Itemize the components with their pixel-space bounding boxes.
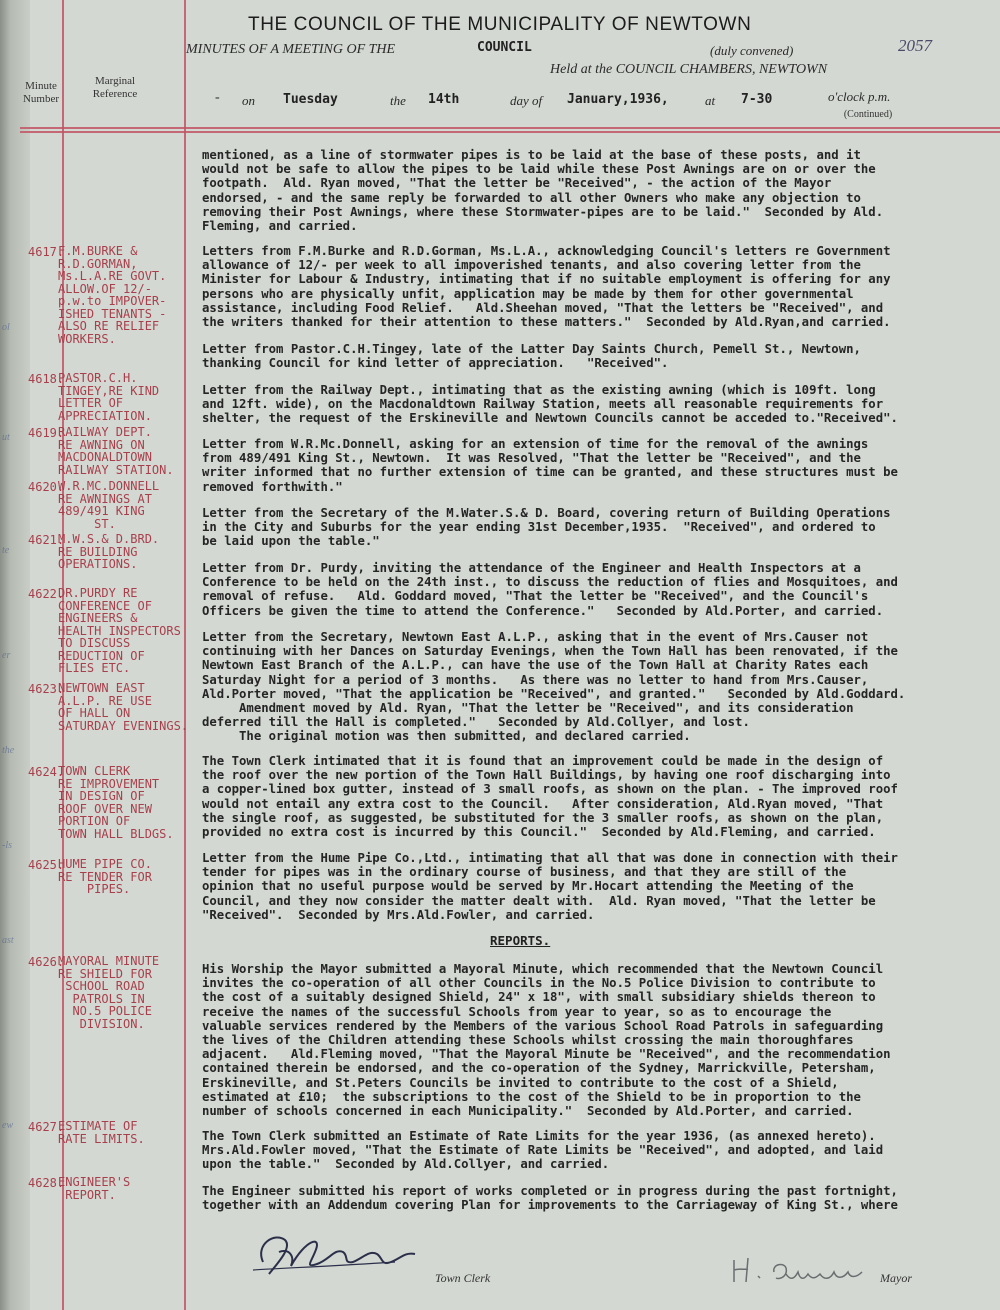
marginal-note: PASTOR.C.H. TINGEY,RE KIND LETTER OF APPRECIATION. (58, 371, 160, 423)
column-header-marginal-reference: Marginal Reference (92, 75, 138, 100)
marginal-note: TOWN CLERK RE IMPROVEMENT IN DESIGN OF ROOF OVER NEW PORTION OF TOWN HALL BLDGS. (58, 764, 174, 841)
mayor-signature (728, 1250, 878, 1290)
marginal-note: ESTIMATE OF RATE LIMITS. (58, 1119, 145, 1146)
minute-number: 4626. (28, 955, 65, 969)
bleed-through-mark: the (2, 745, 15, 756)
marginal-note: W.R.MC.DONNELL RE AWNINGS AT 489/491 KING ST. (58, 479, 160, 531)
bleed-through-mark: er (2, 650, 11, 661)
minute-text: Letter from the Secretary, Newtown East A.L.P., asking that in the event of Mrs.Causer not continuing with her Dances on Saturday Evenings, when the Town Hall has been renovated, if the Newtown East Branch of the A.L.P., can have the use of the Town Hall at Charity Rates each Saturday Night for a period of 3 months. As there was no letter to hand from Mrs.Causer, Ald.Porter moved, "That the application be "Received", and granted." Seconded by Ald.Goddard. Amendment moved by Ald. Ryan, "That the letter be "Received", and its consideration deferred till the Hall is completed." Seconded by Ald.Collyer, and lost. The original motion was then submitted, and declared carried. (202, 630, 906, 744)
convened-note: (duly convened) (710, 43, 794, 58)
bleed-through-mark: ut (2, 432, 10, 443)
marginal-note: ENGINEER'S REPORT. (58, 1175, 131, 1202)
marginal-note: F.M.BURKE & R.D.GORMAN, Ms.L.A.RE GOVT. ALLOW.OF 12/- p.w.to IMPOVER- ISHED TENANTS - ALSO RE RELIEF WORKERS. (58, 244, 167, 346)
minute-number: 4625. (28, 858, 65, 872)
marginal-note: MAYORAL MINUTE RE SHIELD FOR SCHOOL ROAD PATROLS IN NO.5 POLICE DIVISION. (58, 954, 160, 1031)
marginal-note: RAILWAY DEPT. RE AWNING ON MACDONALDTOWN RAILWAY STATION. (58, 425, 174, 477)
minute-number: 4622. (28, 587, 65, 601)
opening-paragraph: mentioned, as a line of stormwater pipes is to be laid at the base of these posts, and it would not be safe to allow the pipes to be laid while these Post Awnings are on or over the footpath. Ald. Ryan moved, "That the letter be "Received", - the action of the Mayor endorsed, - and the same reply be forwarded to all other Owners who make any objection to removing their Post Awnings, where these Stormwater-pipes are to be laid." Seconded by Ald. Fleming, and carried. (202, 148, 884, 234)
marginal-note: HUME PIPE CO. RE TENDER FOR PIPES. (58, 857, 152, 896)
header-rule-top (20, 127, 1000, 129)
mayor-label: Mayor (880, 1271, 912, 1285)
the-label: the (390, 93, 406, 108)
minute-text: The Town Clerk intimated that it is found that an improvement could be made in the design of the roof over the new portion of the Town Hall Buildings, by having one roof discharging into a copper-lined box gutter, instead of 3 small roofs, as shown on the plan. - The improved roof would not entail any extra cost to the Council. After consideration, Ald.Ryan moved, "That the single roof, as suggested, be substituted for the 3 smaller roofs, as shown on the plan, provided no extra cost is incurred by this Council." Seconded by Ald.Fleming, and carried. (202, 754, 898, 840)
column-header-minute-number: Minute Number (22, 80, 60, 105)
continued-label: (Continued) (843, 109, 893, 120)
bleed-through-mark: te (2, 545, 10, 556)
minute-text: Letter from Dr. Purdy, inviting the attendance of the Engineer and Health Inspectors at a Conference to be held on the 24th inst., to discuss the reduction of flies and Mosquitoes, and removal of refuse. Ald. Goddard moved, "That the letter be "Received", and the Council's Officers be given the time to attend the Conference." Seconded by Ald.Porter, and carried. (202, 561, 898, 618)
marginal-reference-column-rule (184, 0, 186, 1310)
page-title: THE COUNCIL OF THE MUNICIPALITY OF NEWTOWN (248, 14, 752, 35)
minutes-prefix: MINUTES OF A MEETING OF THE (186, 42, 396, 57)
bleed-through-mark: -ls (2, 840, 12, 851)
bleed-through-mark: ast (2, 935, 14, 946)
minute-text: His Worship the Mayor submitted a Mayoral Minute, which recommended that the Newtown Council invites the co-operation of all other Councils in the No.5 Police Division to contribute to the cost of a suitably designed Shield, 24" x 18", with small subsidiary shields thereon to receive the names of the successful Schools from year to year, so as to encourage the valuable services rendered by the Members of the various School Road Patrols in safeguarding the lives of the Children attending these Schools whilst crossing the main thoroughfares adjacent. Ald.Fleming moved, "That the Mayoral Minute be "Received", and the recommendation contained therein be endorsed, and the co-operation of the Sydney, Marrickville, Petersham, Erskineville, and St.Peters Councils be invited to contribute to the cost of a Shield, estimated at £10; the subscriptions to the cost of the Shield to be in proportion to the number of schools concerned in each Municipality." Seconded by Ald.Porter, and carried. (202, 962, 891, 1119)
minute-number: 4617. (28, 245, 65, 259)
header-dash: - (215, 90, 220, 105)
oclock-label: o'clock p.m. (828, 89, 891, 104)
folio-number: 2057 (898, 36, 932, 55)
bleed-through-mark: ol (2, 322, 10, 333)
meeting-day: Tuesday (283, 92, 338, 107)
minute-number: 4627. (28, 1120, 65, 1134)
meeting-body: COUNCIL (477, 40, 532, 55)
minute-number: 4619. (28, 426, 65, 440)
meeting-month-year: January,1936, (567, 92, 669, 107)
header-rule-bottom (20, 131, 1000, 133)
town-clerk-signature (245, 1222, 445, 1286)
marginal-note: M.W.S.& D.BRD. RE BUILDING OPERATIONS. (58, 532, 160, 571)
minute-number: 4620. (28, 480, 65, 494)
minute-text: Letter from the Secretary of the M.Water.S.& D. Board, covering return of Building Operations in the City and Suburbs for the year ending 31st December,1935. "Received", and ordered to be laid upon the table." (202, 506, 891, 549)
minute-text: Letter from Pastor.C.H.Tingey, late of the Latter Day Saints Church, Pemell St., Newtown, thanking Council for kind letter of appreciation. "Received". (202, 342, 861, 371)
on-label: on (242, 93, 255, 108)
day-of-label: day of (510, 93, 543, 108)
marginal-note: DR.PURDY RE CONFERENCE OF ENGINEERS & HEALTH INSPECTORS TO DISCUSS REDUCTION OF FLIES ETC. (58, 586, 181, 675)
meeting-date: 14th (428, 92, 460, 107)
bleed-through-mark: ew (2, 1120, 14, 1131)
minute-text: Letter from W.R.Mc.Donnell, asking for an extension of time for the removal of the awnings from 489/491 King St., Newtown. It was Resolved, "That the letter be "Received", and the writer informed that no further extension of time can be granted, and these structures must be removed forthwith." (202, 437, 898, 494)
minute-number: 4621. (28, 533, 65, 547)
marginal-note: NEWTOWN EAST A.L.P. RE USE OF HALL ON SATURDAY EVENINGS. (58, 681, 189, 733)
minute-number: 4624. (28, 765, 65, 779)
minute-number: 4623. (28, 682, 65, 696)
minute-text: The Engineer submitted his report of works completed or in progress during the past fortnight, together with an Addendum covering Plan for improvements to the Carriageway of King St., where (202, 1184, 898, 1213)
at-label: at (705, 93, 716, 108)
reports-heading: REPORTS. (490, 933, 551, 948)
held-at: Held at the COUNCIL CHAMBERS, NEWTOWN (550, 62, 828, 77)
minute-text: Letters from F.M.Burke and R.D.Gorman, Ms.L.A., acknowledging Council's letters re Government allowance of 12/- per week to all impoverished tenants, and also covering letter from the Minister for Labour & Industry, intimating that if no suitable employment is offering for any persons who are physically unfit, application may be made by them for other governmental assistance, including Food Relief. Ald.Sheehan moved, "That the letters be "Received", and the writers thanked for their attention to these matters." Seconded by Ald.Ryan,and carried. (202, 244, 891, 330)
minute-text: Letter from the Railway Dept., intimating that as the existing awning (which is 109ft. long and 12ft. wide), on the Macdonaldtown Railway Station, meets all reasonable requirements for shelter, the request of the Erskineville and Newtown Councils cannot be acceded to."Received". (202, 383, 898, 426)
minute-text: The Town Clerk submitted an Estimate of Rate Limits for the year 1936, (as annexed hereto). Mrs.Ald.Fowler moved, "That the Estimate of Rate Limits be "Received", and adopted, and laid upon the table." Seconded by Ald.Collyer, and carried. (202, 1129, 884, 1172)
minute-text: Letter from the Hume Pipe Co.,Ltd., intimating that all that was done in connection with their tender for pipes was in the ordinary course of business, and that they are still of the opinion that no useful purpose would be served by Mr.Hocart attending the Meeting of the Council, and they now consider the matter dealt with. Ald. Ryan moved, "That the letter be "Received". Seconded by Mrs.Ald.Fowler, and carried. (202, 851, 898, 922)
town-clerk-label: Town Clerk (435, 1271, 491, 1285)
meeting-time: 7-30 (741, 92, 773, 107)
minute-number: 4618. (28, 372, 65, 386)
minute-number: 4628. (28, 1176, 65, 1190)
